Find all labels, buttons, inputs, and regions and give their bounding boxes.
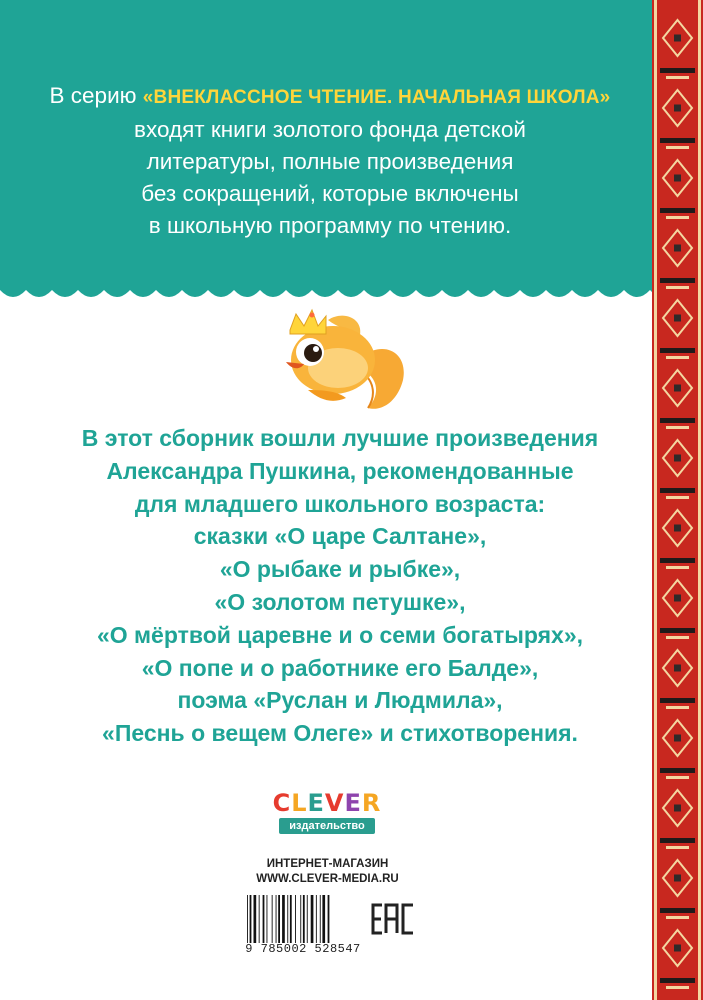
collection-description — [30, 422, 650, 750]
shop-label: ИНТЕРНЕТ-МАГАЗИН — [266, 858, 389, 870]
series-line: литературы, полные произведения — [146, 149, 514, 174]
series-description — [40, 80, 620, 242]
description-line: сказки «О царе Салтане», — [193, 523, 487, 550]
description-line: «О попе и о работнике его Балде», — [141, 654, 539, 681]
description-line: «О рыбаке и рыбке», — [219, 556, 461, 583]
folk-ornament-border — [652, 0, 703, 1000]
publisher-logo-subtitle: издательство — [279, 818, 374, 834]
online-shop-info — [200, 857, 455, 887]
shop-url: WWW.CLEVER-MEDIA.RU — [256, 873, 399, 885]
barcode-number: 9 785002 528547 — [245, 942, 361, 956]
description-line: «Песнь о вещем Олеге» и стихотворения. — [102, 720, 578, 747]
publisher-logo-wordmark — [262, 790, 392, 816]
series-first-line — [40, 80, 620, 114]
description-line: поэма «Руслан и Людмила», — [177, 687, 503, 714]
description-line: «О золотом петушке», — [214, 588, 466, 615]
description-line: для младшего школьного возраста: — [134, 490, 546, 517]
publisher-logo — [262, 790, 392, 840]
isbn-barcode — [245, 895, 360, 943]
description-line: В этот сборник вошли лучшие произведения — [81, 425, 599, 451]
logo-letter: L — [291, 789, 308, 817]
description-line: Александра Пушкина, рекомендованные — [106, 457, 574, 484]
logo-letter: C — [272, 789, 292, 817]
series-intro: В серию — [49, 83, 137, 108]
eac-certification-mark — [370, 902, 416, 936]
description-line: «О мёртвой царевне и о семи богатырях», — [96, 621, 584, 648]
series-line: без сокращений, которые включены — [141, 181, 519, 206]
logo-letter: E — [344, 789, 362, 817]
series-line: входят книги золотого фонда детской — [134, 117, 526, 142]
logo-letter: R — [361, 789, 382, 817]
series-line: в школьную программу по чтению. — [148, 213, 512, 238]
logo-letter: V — [324, 789, 345, 817]
logo-letter: E — [307, 789, 325, 817]
goldfish-illustration — [268, 300, 418, 420]
series-name: «ВНЕКЛАССНОЕ ЧТЕНИЕ. НАЧАЛЬНАЯ ШКОЛА» — [142, 87, 611, 108]
